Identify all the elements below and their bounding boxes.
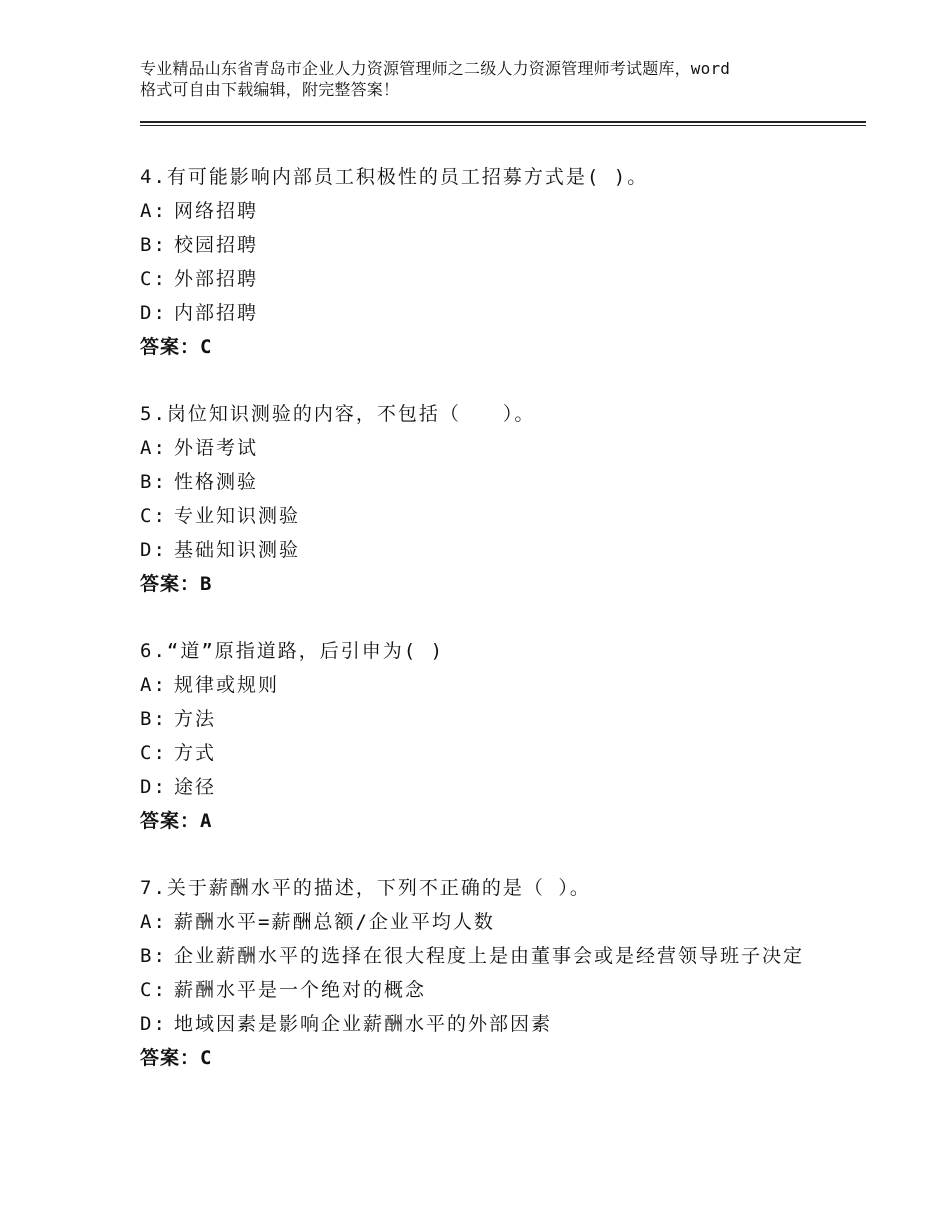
option-c [140, 973, 830, 1007]
option-d [140, 1007, 830, 1041]
option-key: C: [140, 505, 167, 527]
answer-line: 答案：C [140, 336, 213, 358]
question-6 [140, 634, 830, 838]
question-7 [140, 871, 830, 1075]
option-text: 途径 [174, 776, 217, 798]
option-key: D: [140, 776, 167, 798]
option-text: 地域因素是影响企业薪酬水平的外部因素 [174, 1013, 553, 1035]
option-key: C: [140, 268, 167, 290]
option-key: C: [140, 742, 167, 764]
question-stem: 4.有可能影响内部员工积极性的员工招募方式是( )。 [140, 166, 649, 188]
option-text: 内部招聘 [174, 302, 259, 324]
option-key: B: [140, 234, 167, 256]
header-divider-thick [140, 121, 866, 123]
option-text: 校园招聘 [174, 234, 259, 256]
option-text: 薪酬水平=薪酬总额/企业平均人数 [174, 911, 495, 933]
option-d [140, 296, 830, 330]
option-key: A: [140, 437, 167, 459]
option-a [140, 194, 830, 228]
option-key: A: [140, 674, 167, 696]
option-text: 规律或规则 [174, 674, 280, 696]
question-stem: 5.岗位知识测验的内容，不包括（ ）。 [140, 403, 536, 425]
option-key: A: [140, 911, 167, 933]
option-text: 外部招聘 [174, 268, 259, 290]
question-stem: 6.“道”原指道路，后引申为( ) [140, 640, 445, 662]
header-divider-thin [140, 125, 866, 126]
option-d [140, 770, 830, 804]
header-line-2: 格式可自由下载编辑，附完整答案！ [140, 80, 400, 99]
option-text: 方法 [174, 708, 217, 730]
answer-line: 答案：B [140, 573, 213, 595]
document-header [140, 58, 830, 100]
option-b [140, 702, 830, 736]
option-text: 网络招聘 [174, 200, 259, 222]
option-key: B: [140, 708, 167, 730]
question-4 [140, 160, 830, 364]
option-key: D: [140, 539, 167, 561]
option-text: 薪酬水平是一个绝对的概念 [174, 979, 427, 1001]
option-b [140, 228, 830, 262]
option-key: B: [140, 945, 167, 967]
option-b [140, 939, 830, 973]
option-key: D: [140, 302, 167, 324]
answer-line: 答案：C [140, 1047, 213, 1069]
question-5 [140, 397, 830, 601]
option-d [140, 533, 830, 567]
option-a [140, 905, 830, 939]
option-a [140, 431, 830, 465]
option-c [140, 499, 830, 533]
option-key: A: [140, 200, 167, 222]
option-text: 企业薪酬水平的选择在很大程度上是由董事会或是经营领导班子决定 [174, 945, 805, 967]
option-c [140, 736, 830, 770]
option-text: 基础知识测验 [174, 539, 301, 561]
option-key: C: [140, 979, 167, 1001]
option-text: 方式 [174, 742, 217, 764]
option-key: D: [140, 1013, 167, 1035]
option-c [140, 262, 830, 296]
header-line-1: 专业精品山东省青岛市企业人力资源管理师之二级人力资源管理师考试题库，word [140, 59, 731, 78]
option-a [140, 668, 830, 702]
option-text: 外语考试 [174, 437, 259, 459]
question-list [140, 160, 830, 1108]
option-text: 专业知识测验 [174, 505, 301, 527]
option-text: 性格测验 [174, 471, 259, 493]
question-stem: 7.关于薪酬水平的描述，下列不正确的是（ ）。 [140, 877, 591, 899]
option-b [140, 465, 830, 499]
option-key: B: [140, 471, 167, 493]
answer-line: 答案：A [140, 810, 213, 832]
